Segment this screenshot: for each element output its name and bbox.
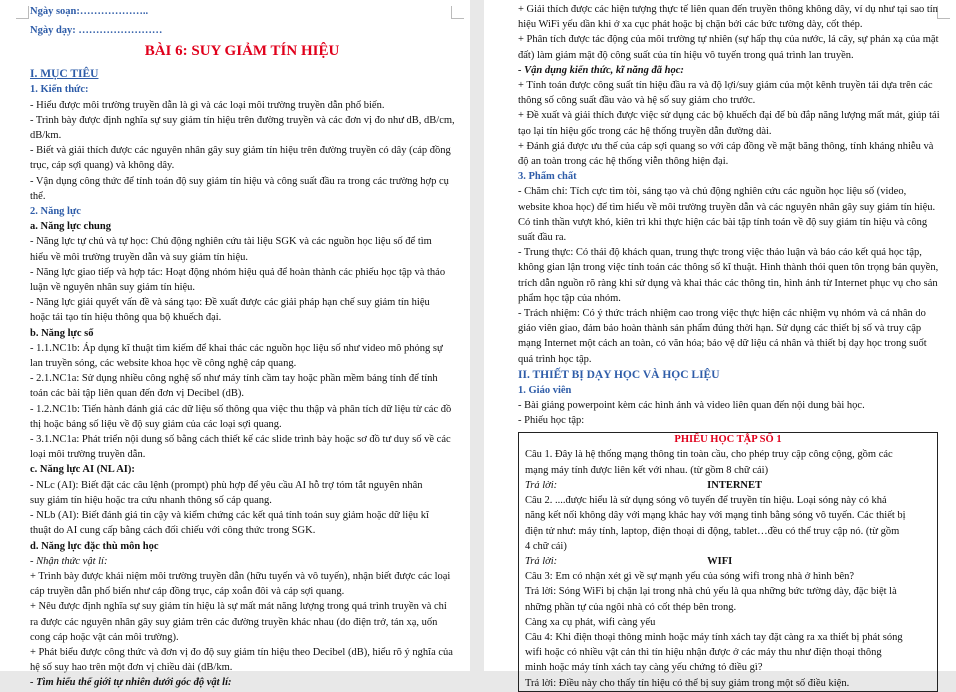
heading-qualities: 3. Phẩm chất (518, 171, 577, 183)
page-corner-mark (937, 6, 950, 19)
date-taught: Ngày dạy: …………………… (30, 25, 163, 37)
answer-internet: INTERNET (707, 479, 763, 491)
text-line: cáp truyền dẫn phổ biến như cáp đồng trục, cáp xoắn đôi và cáp sợi quang. (30, 586, 345, 598)
text-line: ra được các nguyên nhân gây suy giảm trên các đường truyền khác nhau (do điện trở, tán xạ, uốn (30, 616, 438, 628)
answer-label: Trả lời: (525, 555, 558, 567)
text-line: + Nêu được định nghĩa sự suy giảm tín hiệu là sự mất mát năng lượng trong quá trình truyền và chỉ (30, 601, 447, 613)
worksheet-line: minh hoặc máy tính xách tay càng yếu chứng tỏ điều gì? (525, 662, 763, 674)
document-page-left (0, 0, 470, 689)
heading-ai-competence: c. Năng lực AI (NL AI): (30, 464, 135, 476)
text-line: - NLb (AI): Biết đánh giá tin cậy và kiểm chứng các kết quả tính toán suy giảm hoặc dữ liệu kĩ (30, 510, 429, 522)
heading-physics-cognition: - Nhận thức vật lí: (30, 555, 108, 567)
worksheet-line: Càng xa cụ phát, wifi càng yếu (525, 616, 656, 628)
text-line: - Hiểu được môi trường truyền dẫn là gì và các loại môi trường truyền dẫn phổ biến. (30, 99, 385, 111)
worksheet-line: Câu 4: Khi điện thoại thông minh hoặc máy tính xách tay đặt càng ra xa thiết bị phát sóng (525, 631, 903, 643)
text-line: - 1.2.NC1b: Tiến hành đánh giá các dữ liệu số thông qua việc thu thập và phân tích dữ liệu từ các đồ (30, 403, 452, 415)
section-equipment: II. THIẾT BỊ DẠY HỌC VÀ HỌC LIỆU (518, 368, 720, 381)
section-objectives: I. MỤC TIÊU (30, 68, 99, 81)
text-line: phẩm học tập của nhóm. (518, 292, 621, 304)
text-line: giáo viên giao, đảm bảo hoàn thành sản phẩm đúng thời hạn. Sử dụng các thiết bị số và truy cập (518, 323, 922, 335)
lesson-title: BÀI 6: SUY GIẢM TÍN HIỆU (144, 43, 340, 60)
text-line: - Năng lực giao tiếp và hợp tác: Hoạt động nhóm hiệu quả để hoàn thành các phiếu học tập và thảo (30, 266, 446, 278)
text-line: thông số công suất đầu vào và hệ số suy giảm cho trước. (518, 95, 756, 107)
text-line: hiểu về môi trường truyền dẫn và suy giảm tín hiệu. (30, 251, 248, 263)
text-line: + Đề xuất và giải thích được việc sử dụng các bộ khuếch đại để bù đắp năng lượng mất mát, giúp tái (518, 110, 940, 122)
text-line: hiệu WiFi yếu dần khi ở xa cục phát hoặc bị chặn bởi các bức tường dày, cốt thép. (518, 19, 863, 31)
worksheet-line: Trả lời: Sóng WiFi bị chặn lại trong nhà chủ yếu là qua những bức tường dày, đặc biệt là (525, 586, 897, 598)
text-line: Có tinh thần vượt khó, kiên trì khi thực hiện các bài tập tính toán về độ suy giảm tín hiệu và công (518, 216, 928, 228)
worksheet-line: Câu 1. Đây là hệ thống mạng thông tin toàn cầu, cho phép truy cập công cộng, gồm các (525, 449, 893, 461)
text-line: đất) làm giảm mật độ công suất của tín hiệu vô tuyến trong quá trình lan truyền. (518, 49, 854, 61)
text-line: dB/km. (30, 130, 62, 142)
text-line: + Phân tích được tác động của môi trường tự nhiên (sự hấp thụ của nước, lá cây, sự phản xạ của mặt (518, 34, 939, 46)
text-line: - Trách nhiệm: Có ý thức trách nhiệm cao trong việc thực hiện các nhiệm vụ nhóm và cá nhân do (518, 308, 926, 320)
text-line: mạng Internet một cách an toàn, có văn hóa; bảo vệ dữ liệu cá nhân và thiết bị dạy học trong suốt (518, 338, 927, 350)
text-line: thị hoặc bảng số liệu về độ suy giảm của các loại sợi quang. (30, 418, 282, 430)
heading-teacher: 1. Giáo viên (518, 384, 572, 396)
text-line: + Phát biểu được công thức và đơn vị đo độ suy giảm tín hiệu theo Decibel (dB), hiểu rõ ý nghĩa của (30, 646, 453, 658)
heading-explore-nature: - Tìm hiểu thế giới tự nhiên dưới góc độ vật lí: (30, 677, 232, 689)
text-line: hoặc tái tạo tín hiệu thông qua bộ khuếch đại. (30, 312, 222, 324)
worksheet-line: mạng máy tính được liên kết với nhau. (từ gồm 8 chữ cái) (525, 464, 769, 476)
worksheet-line: điện tử như: máy tính, laptop, điện thoại di động, tablet…đều có thể truy cập nó. (từ gồm (525, 525, 900, 537)
text-line: - Trình bày được định nghĩa sự suy giảm tín hiệu trên đường truyền và các đơn vị đo như dB, dB/cm, (30, 114, 455, 126)
text-line: không gian lận trong việc tính toán các thông số kĩ thuật. Hình thành thói quen tôn trọng bản quyền, (518, 262, 939, 274)
worksheet-line: Câu 2. ....được hiểu là sử dụng sóng vô tuyến để truyền tín hiệu. Loại sóng này có khả (525, 495, 887, 507)
heading-apply-knowledge: - Vận dụng kiến thức, kĩ năng đã học: (518, 64, 684, 76)
text-line: - Năng lực tự chủ và tự học: Chủ động nghiên cứu tài liệu SGK và các nguồn học liệu số để tìm (30, 236, 432, 248)
text-line: trích dẫn nguồn rõ ràng khi sử dụng và khai thác các thông tin, hình ảnh từ Internet phục vụ cho sản (518, 277, 938, 289)
text-line: + Giải thích được các hiện tượng thực tế liên quan đến truyền thông không dây, ví dụ như tại sao tín (518, 4, 938, 15)
heading-competence: 2. Năng lực (30, 206, 81, 218)
text-line: - NLc (AI): Biết đặt các câu lệnh (prompt) phù hợp để yêu cầu AI hỗ trợ tóm tắt nguyên nhân (30, 479, 423, 491)
document-page-right (484, 0, 956, 689)
text-line: - 2.1.NC1a: Sử dụng nhiều công nghệ số như máy tính cầm tay hoặc phần mềm bảng tính để tính (30, 373, 438, 385)
page-corner-mark (16, 6, 29, 19)
worksheet-line: wifi hoặc có nhiều vật cản thì tín hiệu nhận được ở các máy thu như điện thoại thông (525, 647, 882, 659)
text-line: quá trình học tập. (518, 353, 592, 365)
text-line: - Biết và giải thích được các nguyên nhân gây suy giảm tín hiệu trên đường truyền có dây (cáp đồng (30, 145, 451, 157)
text-line: luận về nguyên nhân suy giảm tín hiệu. (30, 282, 196, 294)
answer-label: Trả lời: (525, 479, 558, 491)
text-line: - Chăm chỉ: Tích cực tìm tòi, sáng tạo và chủ động nghiên cứu các nguồn học liệu số (video, (518, 186, 907, 198)
worksheet-line: Trả lời: Điều này cho thấy tín hiệu có thể bị suy giảm trong một số điều kiện. (525, 677, 850, 689)
heading-general-competence: a. Năng lực chung (30, 221, 111, 233)
date-prepared: Ngày soạn:……………….. (30, 6, 149, 17)
text-line: - 1.1.NC1b: Áp dụng kĩ thuật tìm kiếm để khai thác các nguồn học liệu số như video mô phỏng sự (30, 342, 443, 354)
text-line: toán các bài tập liên quan đến đơn vị Decibel (dB). (30, 388, 245, 400)
worksheet-line: những phần tự của ngôi nhà có cốt thép bên trong. (525, 601, 737, 613)
text-line: cong cáp hoặc vật cản môi trường). (30, 631, 179, 643)
answer-wifi: WIFI (707, 555, 733, 567)
text-line: thể. (30, 190, 46, 202)
heading-subject-competence: d. Năng lực đặc thù môn học (30, 540, 159, 552)
text-line: + Tính toán được công suất tín hiệu đầu ra và độ lợi/suy giảm của một kênh truyền tải dựa trên các (518, 80, 933, 92)
text-line: tạo lại tín hiệu gốc trong các hệ thống truyền dẫn đường dài. (518, 125, 772, 137)
text-line: + Đánh giá được ưu thế của cáp sợi quang so với cáp đồng về mặt băng thông, tính kháng nhiễu và (518, 140, 934, 152)
text-line: trục, cáp sợi quang) và không dây. (30, 160, 175, 172)
text-line: + Trình bày được khái niệm môi trường truyền dẫn (hữu tuyến và vô tuyến), nhận biết được các loại (30, 570, 451, 582)
text-line: - Năng lực giải quyết vấn đề và sáng tạo: Đề xuất được các giải pháp hạn chế suy giảm tín hiệu (30, 297, 430, 309)
text-line: - 3.1.NC1a: Phát triển nội dung số bằng cách thiết kế các slide trình bày hoặc sơ đồ tư duy số về các (30, 434, 451, 446)
heading-knowledge: 1. Kiến thức: (30, 84, 89, 96)
text-line: lan truyền sóng, các website khoa học về công nghệ cáp quang. (30, 358, 297, 370)
worksheet-line: Câu 3: Em có nhận xét gì về sự mạnh yếu của sóng wifi trong nhà ở hình bên? (525, 571, 855, 583)
text-line: website khoa học) để tìm hiểu về môi trường truyền dẫn và các nguyên nhân gây suy giảm tín hiệu. (518, 201, 936, 213)
worksheet-title: PHIẾU HỌC TẬP SỐ 1 (674, 434, 782, 446)
worksheet-line: năng kết nối không dây với mạng khác hay với mạng tinh bằng sóng vô tuyến. Các thiết bị (525, 510, 906, 522)
text-line: suất đầu ra. (518, 232, 567, 244)
text-line: loại môi trường truyền dẫn. (30, 449, 146, 461)
worksheet-answer-row (525, 478, 931, 493)
text-line: - Trung thực: Có thái độ khách quan, trung thực trong việc thảo luận và báo cáo kết quả học tập, (518, 247, 922, 259)
worksheet-answer-row (525, 554, 931, 569)
text-line: hệ số suy hao trên một đơn vị chiều dài (dB/km. (30, 662, 233, 674)
text-line: - Phiếu học tập: (518, 415, 585, 427)
worksheet-box (518, 432, 938, 691)
text-line: thuật do AI cung cấp bằng cách đối chiếu với công thức trong SGK. (30, 525, 316, 537)
text-line: - Bài giảng powerpoint kèm các hình ảnh và video liên quan đến nội dung bài học. (518, 400, 865, 412)
text-line: độ an toàn trong các hệ thống viễn thông hiện đại. (518, 156, 729, 168)
heading-digital-competence: b. Năng lực số (30, 327, 94, 339)
text-line: - Vận dụng công thức để tính toán độ suy giảm tín hiệu và công suất đầu ra trong các trường hợp cụ (30, 175, 449, 187)
worksheet-line: 4 chữ cái) (525, 540, 567, 552)
text-line: suy giảm tín hiệu hoặc tra cứu nhanh thông số cáp quang. (30, 494, 272, 506)
